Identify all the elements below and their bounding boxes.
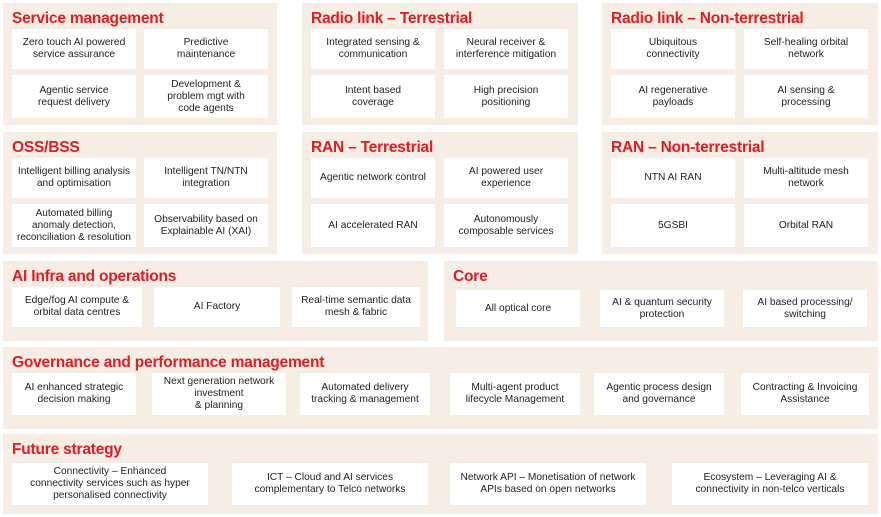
radio-card[interactable]: High precision positioning bbox=[444, 75, 568, 118]
panel-title: Future strategy bbox=[12, 441, 122, 458]
ai-infra-card[interactable]: Real-time semantic data mesh & fabric bbox=[292, 287, 420, 327]
core-card[interactable]: AI based processing/ switching bbox=[743, 290, 867, 327]
radio-card[interactable]: Intent based coverage bbox=[311, 75, 435, 118]
oss-bss-card[interactable]: Automated billing anomaly detection, reconciliation & resolution bbox=[12, 204, 136, 247]
governance-card[interactable]: Next generation network investment & planning bbox=[152, 373, 286, 415]
service-card[interactable]: Agentic service request delivery bbox=[12, 75, 136, 118]
ran-ntn-card[interactable]: Multi-altitude mesh network bbox=[744, 158, 868, 198]
oss-bss-card[interactable]: Intelligent billing analysis and optimisation bbox=[12, 158, 136, 198]
panel-title: AI Infra and operations bbox=[12, 268, 177, 285]
radio-non-terrestrial-panel bbox=[602, 3, 878, 125]
panel-title: Service management bbox=[12, 10, 164, 27]
radio-ntn-card[interactable]: AI regenerative payloads bbox=[611, 75, 735, 118]
strategy-card[interactable]: Connectivity – Enhanced connectivity services such as hyper personalised connectivity bbox=[12, 463, 208, 505]
panel-title: Governance and performance management bbox=[12, 354, 325, 371]
ran-card[interactable]: Autonomously composable services bbox=[444, 204, 568, 247]
radio-card[interactable]: Integrated sensing & communication bbox=[311, 29, 435, 69]
future-strategy-panel bbox=[3, 434, 878, 514]
ai-infra-card[interactable]: Edge/fog AI compute & orbital data centres bbox=[12, 287, 142, 327]
strategy-card[interactable]: Ecosystem – Leveraging AI & connectivity in non-telco verticals bbox=[672, 463, 868, 505]
governance-card[interactable]: Agentic process design and governance bbox=[594, 373, 724, 415]
strategy-card[interactable]: Network API – Monetisation of network APIs based on open networks bbox=[450, 463, 646, 505]
core-card[interactable]: All optical core bbox=[456, 290, 580, 327]
governance-card[interactable]: AI enhanced strategic decision making bbox=[12, 373, 136, 415]
service-management-panel bbox=[3, 3, 277, 125]
core-card[interactable]: AI & quantum security protection bbox=[600, 290, 724, 327]
radio-terrestrial-panel bbox=[302, 3, 578, 125]
panel-title: RAN – Terrestrial bbox=[311, 139, 434, 156]
radio-card[interactable]: Neural receiver & interference mitigation bbox=[444, 29, 568, 69]
governance-card[interactable]: Automated delivery tracking & management bbox=[300, 373, 430, 415]
ai-infra-card[interactable]: AI Factory bbox=[154, 287, 280, 327]
ran-card[interactable]: AI accelerated RAN bbox=[311, 204, 435, 247]
core-panel bbox=[444, 261, 878, 341]
ran-ntn-card[interactable]: NTN AI RAN bbox=[611, 158, 735, 198]
ran-non-terrestrial-panel bbox=[602, 132, 878, 254]
panel-title: Core bbox=[453, 268, 488, 285]
panel-title: Radio link – Non-terrestrial bbox=[611, 10, 804, 27]
governance-card[interactable]: Multi-agent product lifecycle Management bbox=[450, 373, 580, 415]
ran-card[interactable]: Agentic network control bbox=[311, 158, 435, 198]
radio-ntn-card[interactable]: AI sensing & processing bbox=[744, 75, 868, 118]
panel-title: RAN – Non-terrestrial bbox=[611, 139, 765, 156]
service-card[interactable]: Zero touch AI powered service assurance bbox=[12, 29, 136, 69]
oss-bss-card[interactable]: Observability based on Explainable AI (XAI) bbox=[144, 204, 268, 247]
service-card[interactable]: Development & problem mgt with code agents bbox=[144, 75, 268, 118]
service-card[interactable]: Predictive maintenance bbox=[144, 29, 268, 69]
panel-title: OSS/BSS bbox=[12, 139, 80, 156]
radio-ntn-card[interactable]: Ubiquitous connectivity bbox=[611, 29, 735, 69]
ran-ntn-card[interactable]: Orbital RAN bbox=[744, 204, 868, 247]
oss-bss-panel bbox=[3, 132, 277, 254]
ran-ntn-card[interactable]: 5GSBI bbox=[611, 204, 735, 247]
oss-bss-card[interactable]: Intelligent TN/NTN integration bbox=[144, 158, 268, 198]
ran-terrestrial-panel bbox=[302, 132, 578, 254]
radio-ntn-card[interactable]: Self-healing orbital network bbox=[744, 29, 868, 69]
panel-title: Radio link – Terrestrial bbox=[311, 10, 473, 27]
governance-card[interactable]: Contracting & Invoicing Assistance bbox=[741, 373, 869, 415]
ai-infra-panel bbox=[3, 261, 428, 341]
governance-panel bbox=[3, 347, 878, 429]
strategy-card[interactable]: ICT – Cloud and AI services complementary to Telco networks bbox=[232, 463, 428, 505]
ran-card[interactable]: AI powered user experience bbox=[444, 158, 568, 198]
